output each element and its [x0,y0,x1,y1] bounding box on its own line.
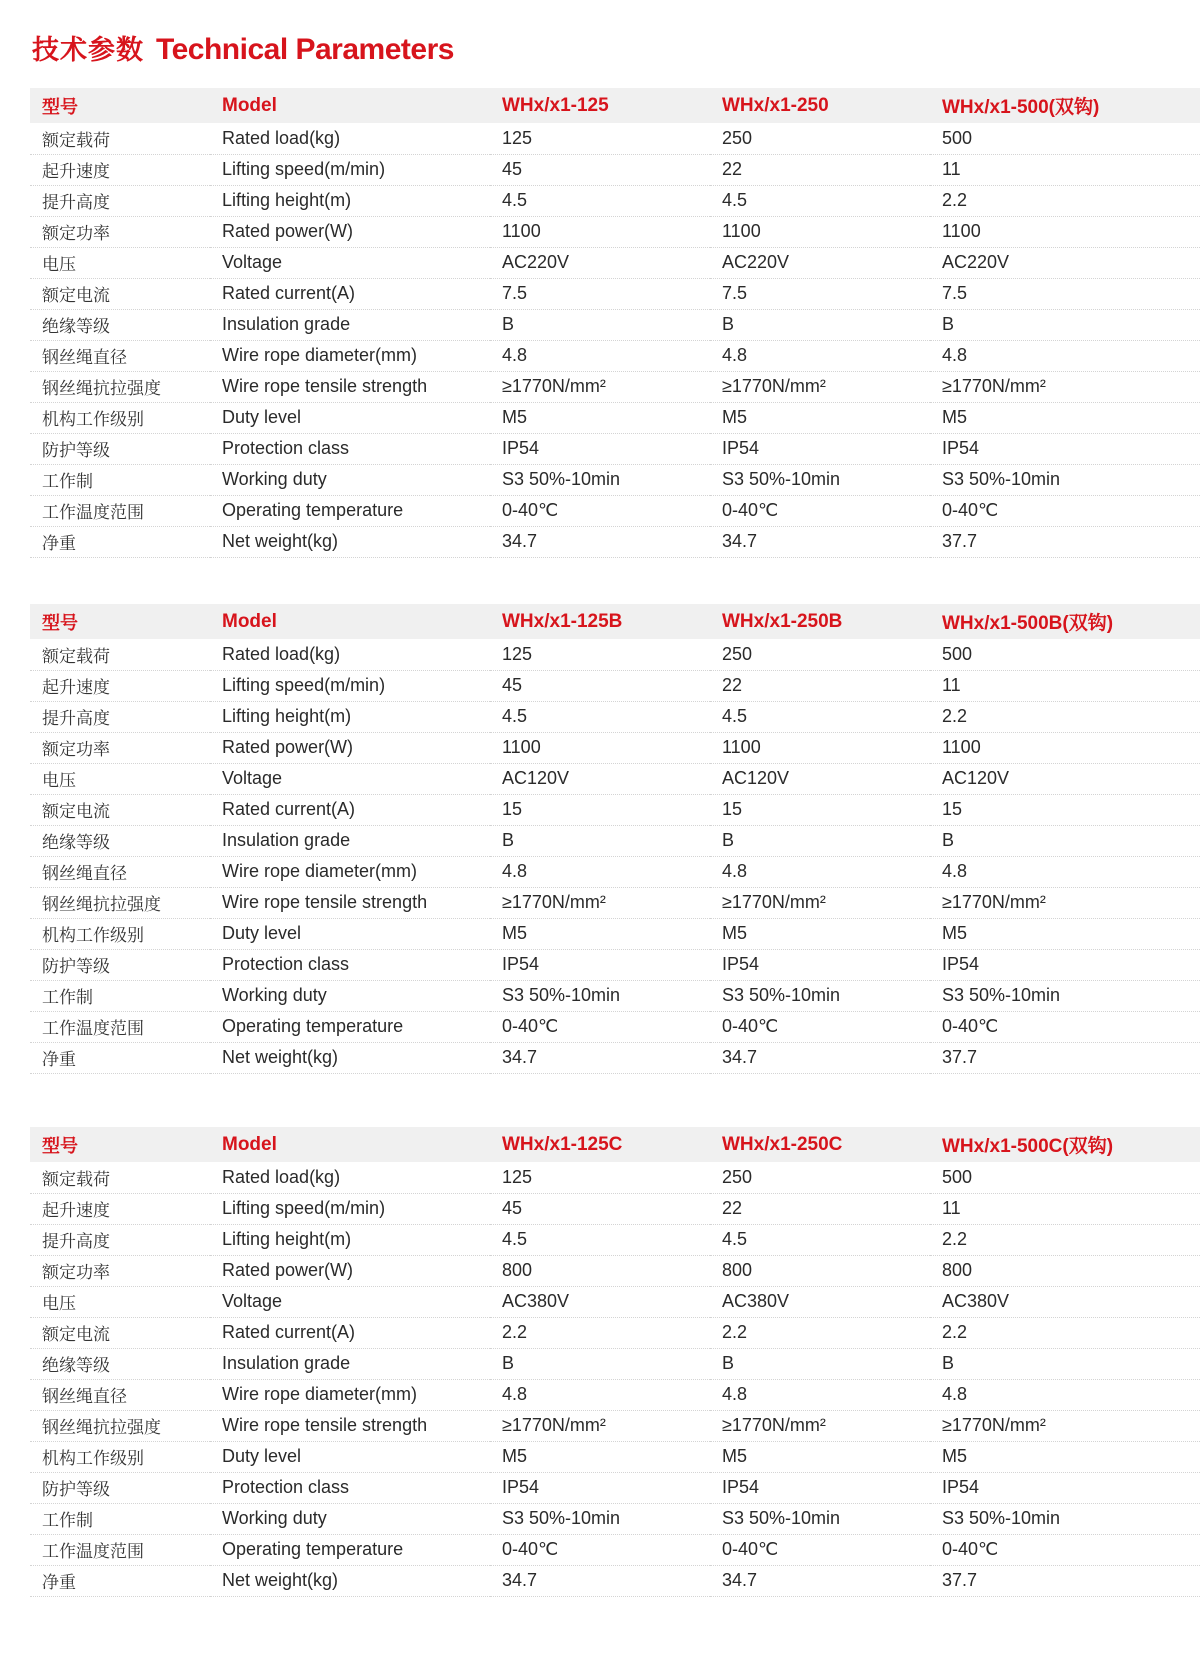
row-label-en: Rated power(W) [222,737,354,757]
row-label-en: Protection class [222,954,350,974]
row-label-zh: 起升速度 [42,162,110,182]
header-label-en: Model [222,1133,277,1155]
page-title-zh: 技术参数 [32,35,144,66]
table-row [30,794,1200,825]
value-cell: 2.2 [502,1322,528,1342]
value-cell: IP54 [942,954,980,974]
value-cell: 7.5 [942,283,968,303]
value-cell: 125 [502,1166,533,1187]
value-cell: 800 [722,1260,753,1280]
row-label-zh: 防护等级 [42,957,110,977]
table-row [30,887,1200,918]
row-label-zh: 工作制 [42,1511,93,1531]
value-cell: M5 [722,407,748,427]
model-name-1: WHx/x1-125B [502,610,623,632]
table-row [30,701,1200,732]
row-label-en: Wire rope diameter(mm) [222,345,418,365]
value-cell: S3 50%-10min [942,985,1061,1005]
value-cell: 7.5 [502,283,528,303]
table-row [30,1042,1200,1073]
value-cell: 2.2 [942,190,968,210]
row-label-zh: 机构工作级别 [42,1449,144,1469]
value-cell: 34.7 [502,1570,538,1590]
row-label-en: Wire rope diameter(mm) [222,1384,418,1404]
row-label-en: Insulation grade [222,314,351,334]
value-cell: 1100 [722,221,761,241]
value-cell: AC220V [722,252,790,272]
value-cell: 1100 [722,737,761,757]
table-row [30,154,1200,185]
spec-table-3 [30,1127,1200,1597]
value-cell: AC120V [502,768,570,788]
row-label-zh: 机构工作级别 [42,410,144,430]
header-label-zh: 型号 [42,1135,78,1157]
row-label-zh: 额定功率 [42,224,110,244]
row-label-zh: 提升高度 [42,193,110,213]
row-label-zh: 工作温度范围 [42,1542,144,1562]
row-label-zh: 额定载荷 [42,1169,110,1190]
row-label-zh: 工作制 [42,988,93,1008]
value-cell: B [502,1353,515,1373]
row-label-en: Lifting speed(m/min) [222,675,386,695]
value-cell: AC120V [722,768,790,788]
table-row [30,1317,1200,1348]
value-cell: M5 [502,407,528,427]
row-label-zh: 工作温度范围 [42,503,144,523]
table-row [30,918,1200,949]
row-label-en: Rated current(A) [222,1322,356,1342]
value-cell: S3 50%-10min [502,469,621,489]
table-row [30,1011,1200,1042]
table-row [30,1379,1200,1410]
value-cell: IP54 [722,1477,760,1497]
value-cell: 22 [722,1198,743,1218]
table-row [30,980,1200,1011]
table-row [30,526,1200,557]
row-label-en: Rated current(A) [222,799,356,819]
value-cell: IP54 [502,1477,540,1497]
row-label-en: Duty level [222,407,302,427]
value-cell: 4.8 [722,1384,748,1404]
value-cell: B [722,314,735,334]
value-cell: 34.7 [502,1047,538,1067]
value-cell: 1100 [942,737,981,757]
table-row [30,763,1200,794]
value-cell: 0-40℃ [502,1539,559,1559]
value-cell: AC380V [502,1291,570,1311]
row-label-zh: 防护等级 [42,1480,110,1500]
table-row [30,949,1200,980]
value-cell: ≥1770N/mm² [722,376,826,396]
row-label-en: Wire rope tensile strength [222,376,428,396]
value-cell: 4.5 [722,1229,748,1249]
value-cell: 250 [722,1166,753,1187]
value-cell: 37.7 [942,1570,978,1590]
value-cell: 37.7 [942,531,978,551]
value-cell: 4.8 [722,861,748,881]
table-row [30,216,1200,247]
value-cell: 2.2 [942,706,968,726]
value-cell: 11 [942,159,961,179]
table-header-row [30,1127,1200,1162]
value-cell: AC220V [942,252,1010,272]
value-cell: 500 [942,1166,973,1187]
value-cell: B [502,314,515,334]
table-row [30,1441,1200,1472]
value-cell: 45 [502,675,523,695]
value-cell: S3 50%-10min [942,469,1061,489]
value-cell: 800 [502,1260,533,1280]
row-label-en: Rated current(A) [222,283,356,303]
value-cell: 125 [502,643,533,664]
value-cell: 2.2 [942,1229,968,1249]
value-cell: ≥1770N/mm² [722,1415,826,1435]
table-row [30,670,1200,701]
row-label-en: Voltage [222,1291,283,1311]
table-row [30,856,1200,887]
value-cell: S3 50%-10min [722,1508,841,1528]
row-label-en: Wire rope tensile strength [222,892,428,912]
value-cell: ≥1770N/mm² [502,376,606,396]
value-cell: 15 [722,799,743,819]
value-cell: B [722,1353,735,1373]
row-label-en: Lifting height(m) [222,190,352,210]
value-cell: AC380V [722,1291,790,1311]
value-cell: 4.5 [502,1229,528,1249]
row-label-en: Wire rope diameter(mm) [222,861,418,881]
row-label-zh: 绝缘等级 [42,1356,110,1376]
value-cell: M5 [942,1446,968,1466]
row-label-zh: 电压 [42,771,76,791]
value-cell: 1100 [502,221,541,241]
model-name-1: WHx/x1-125 [502,94,609,116]
value-cell: 34.7 [502,531,538,551]
row-label-zh: 净重 [42,1573,76,1593]
value-cell: 15 [502,799,523,819]
row-label-en: Lifting height(m) [222,706,352,726]
row-label-zh: 额定电流 [42,1325,110,1345]
spec-table-1 [30,88,1200,558]
row-label-zh: 钢丝绳直径 [42,348,127,368]
table-row [30,1224,1200,1255]
row-label-en: Rated power(W) [222,221,354,241]
value-cell: 4.5 [502,706,528,726]
row-label-en: Protection class [222,1477,350,1497]
table-row [30,732,1200,763]
value-cell: 22 [722,675,743,695]
row-label-zh: 额定电流 [42,802,110,822]
row-label-zh: 工作制 [42,472,93,492]
row-label-en: Net weight(kg) [222,1570,339,1590]
table-row [30,1162,1200,1193]
header-label-en: Model [222,610,277,632]
row-label-zh: 绝缘等级 [42,833,110,853]
row-label-zh: 额定功率 [42,1263,110,1283]
row-label-zh: 绝缘等级 [42,317,110,337]
value-cell: 800 [942,1260,973,1280]
value-cell: 0-40℃ [502,1016,559,1036]
value-cell: 4.8 [502,345,528,365]
value-cell: M5 [722,1446,748,1466]
value-cell: 0-40℃ [722,500,779,520]
model-name-1: WHx/x1-125C [502,1133,623,1155]
value-cell: 4.5 [722,706,748,726]
row-label-en: Insulation grade [222,1353,351,1373]
row-label-zh: 净重 [42,534,76,554]
value-cell: B [942,314,955,334]
value-cell: 0-40℃ [942,1539,999,1559]
table-row [30,1472,1200,1503]
table-row [30,278,1200,309]
value-cell: 500 [942,127,973,148]
value-cell: 1100 [942,221,981,241]
value-cell: S3 50%-10min [722,985,841,1005]
value-cell: 0-40℃ [722,1016,779,1036]
row-label-en: Net weight(kg) [222,531,339,551]
row-label-en: Net weight(kg) [222,1047,339,1067]
row-label-zh: 钢丝绳抗拉强度 [42,895,161,915]
row-label-en: Voltage [222,252,283,272]
model-name-3: WHx/x1-500(双钩) [942,97,1100,118]
row-label-zh: 提升高度 [42,1232,110,1252]
row-label-en: Rated power(W) [222,1260,354,1280]
value-cell: 4.8 [502,861,528,881]
table-row [30,340,1200,371]
value-cell: 4.8 [942,1384,968,1404]
value-cell: 0-40℃ [502,500,559,520]
table-row [30,371,1200,402]
value-cell: 37.7 [942,1047,978,1067]
row-label-en: Insulation grade [222,830,351,850]
model-name-2: WHx/x1-250 [722,94,829,116]
header-label-zh: 型号 [42,612,78,634]
value-cell: S3 50%-10min [942,1508,1061,1528]
row-label-en: Operating temperature [222,1016,404,1036]
value-cell: 34.7 [722,1047,758,1067]
header-label-en: Model [222,94,277,116]
header-label-zh: 型号 [42,96,78,118]
value-cell: 11 [942,675,961,695]
value-cell: 22 [722,159,743,179]
row-label-zh: 钢丝绳直径 [42,1387,127,1407]
row-label-zh: 钢丝绳抗拉强度 [42,379,161,399]
value-cell: ≥1770N/mm² [722,892,826,912]
value-cell: AC120V [942,768,1010,788]
value-cell: 11 [942,1198,961,1218]
value-cell: B [502,830,515,850]
table-row [30,639,1200,670]
row-label-zh: 起升速度 [42,1201,110,1221]
value-cell: B [942,830,955,850]
value-cell: 4.8 [942,861,968,881]
row-label-zh: 额定功率 [42,740,110,760]
value-cell: IP54 [722,954,760,974]
table-row [30,1503,1200,1534]
value-cell: ≥1770N/mm² [942,892,1046,912]
table-row [30,185,1200,216]
row-label-zh: 防护等级 [42,441,110,461]
value-cell: S3 50%-10min [722,469,841,489]
value-cell: 4.5 [722,190,748,210]
model-name-3: WHx/x1-500B(双钩) [942,613,1114,634]
value-cell: M5 [502,923,528,943]
spec-table-2 [30,604,1200,1074]
table-row [30,309,1200,340]
table-header-row [30,88,1200,123]
value-cell: 15 [942,799,963,819]
table-row [30,825,1200,856]
value-cell: 4.8 [502,1384,528,1404]
value-cell: 34.7 [722,1570,758,1590]
value-cell: S3 50%-10min [502,985,621,1005]
row-label-en: Working duty [222,1508,327,1528]
table-row [30,1286,1200,1317]
table-row [30,1348,1200,1379]
model-name-3: WHx/x1-500C(双钩) [942,1136,1114,1157]
value-cell: 7.5 [722,283,748,303]
row-label-zh: 机构工作级别 [42,926,144,946]
table-row [30,433,1200,464]
value-cell: 0-40℃ [722,1539,779,1559]
row-label-zh: 电压 [42,255,76,275]
row-label-en: Duty level [222,923,302,943]
table-header-row [30,604,1200,639]
value-cell: 250 [722,127,753,148]
row-label-en: Duty level [222,1446,302,1466]
row-label-en: Operating temperature [222,500,404,520]
table-row [30,1255,1200,1286]
value-cell: 4.8 [942,345,968,365]
table-row [30,123,1200,154]
table-row [30,1410,1200,1441]
value-cell: 34.7 [722,531,758,551]
value-cell: B [722,830,735,850]
value-cell: 0-40℃ [942,500,999,520]
value-cell: IP54 [502,438,540,458]
value-cell: 2.2 [722,1322,748,1342]
value-cell: 4.5 [502,190,528,210]
value-cell: ≥1770N/mm² [942,1415,1046,1435]
row-label-zh: 钢丝绳直径 [42,864,127,884]
value-cell: IP54 [502,954,540,974]
row-label-en: Rated load(kg) [222,127,341,148]
value-cell: AC220V [502,252,570,272]
value-cell: 45 [502,159,523,179]
row-label-zh: 提升高度 [42,709,110,729]
row-label-en: Lifting speed(m/min) [222,1198,386,1218]
table-row [30,464,1200,495]
row-label-zh: 工作温度范围 [42,1019,144,1039]
table-row [30,1534,1200,1565]
value-cell: B [942,1353,955,1373]
value-cell: M5 [942,923,968,943]
row-label-zh: 额定载荷 [42,130,110,151]
table-row [30,1565,1200,1596]
value-cell: M5 [502,1446,528,1466]
row-label-en: Working duty [222,985,327,1005]
row-label-zh: 额定电流 [42,286,110,306]
page-title [32,28,454,72]
value-cell: M5 [942,407,968,427]
value-cell: 0-40℃ [942,1016,999,1036]
table-row [30,1193,1200,1224]
value-cell: 45 [502,1198,523,1218]
value-cell: ≥1770N/mm² [502,1415,606,1435]
value-cell: 1100 [502,737,541,757]
row-label-zh: 钢丝绳抗拉强度 [42,1418,161,1438]
value-cell: AC380V [942,1291,1010,1311]
row-label-zh: 电压 [42,1294,76,1314]
value-cell: 125 [502,127,533,148]
value-cell: IP54 [942,438,980,458]
table-row [30,247,1200,278]
row-label-en: Lifting speed(m/min) [222,159,386,179]
value-cell: IP54 [942,1477,980,1497]
value-cell: M5 [722,923,748,943]
value-cell: S3 50%-10min [502,1508,621,1528]
value-cell: 4.8 [722,345,748,365]
model-name-2: WHx/x1-250C [722,1133,843,1155]
row-label-en: Rated load(kg) [222,1166,341,1187]
row-label-en: Working duty [222,469,327,489]
row-label-zh: 起升速度 [42,678,110,698]
model-name-2: WHx/x1-250B [722,610,843,632]
value-cell: 2.2 [942,1322,968,1342]
row-label-en: Wire rope tensile strength [222,1415,428,1435]
value-cell: ≥1770N/mm² [942,376,1046,396]
row-label-en: Lifting height(m) [222,1229,352,1249]
value-cell: ≥1770N/mm² [502,892,606,912]
row-label-en: Voltage [222,768,283,788]
page-title-en: Technical Parameters [156,33,454,66]
table-row [30,402,1200,433]
value-cell: IP54 [722,438,760,458]
value-cell: 500 [942,643,973,664]
row-label-en: Protection class [222,438,350,458]
row-label-en: Rated load(kg) [222,643,341,664]
value-cell: 250 [722,643,753,664]
row-label-zh: 额定载荷 [42,646,110,667]
row-label-zh: 净重 [42,1050,76,1070]
row-label-en: Operating temperature [222,1539,404,1559]
table-row [30,495,1200,526]
